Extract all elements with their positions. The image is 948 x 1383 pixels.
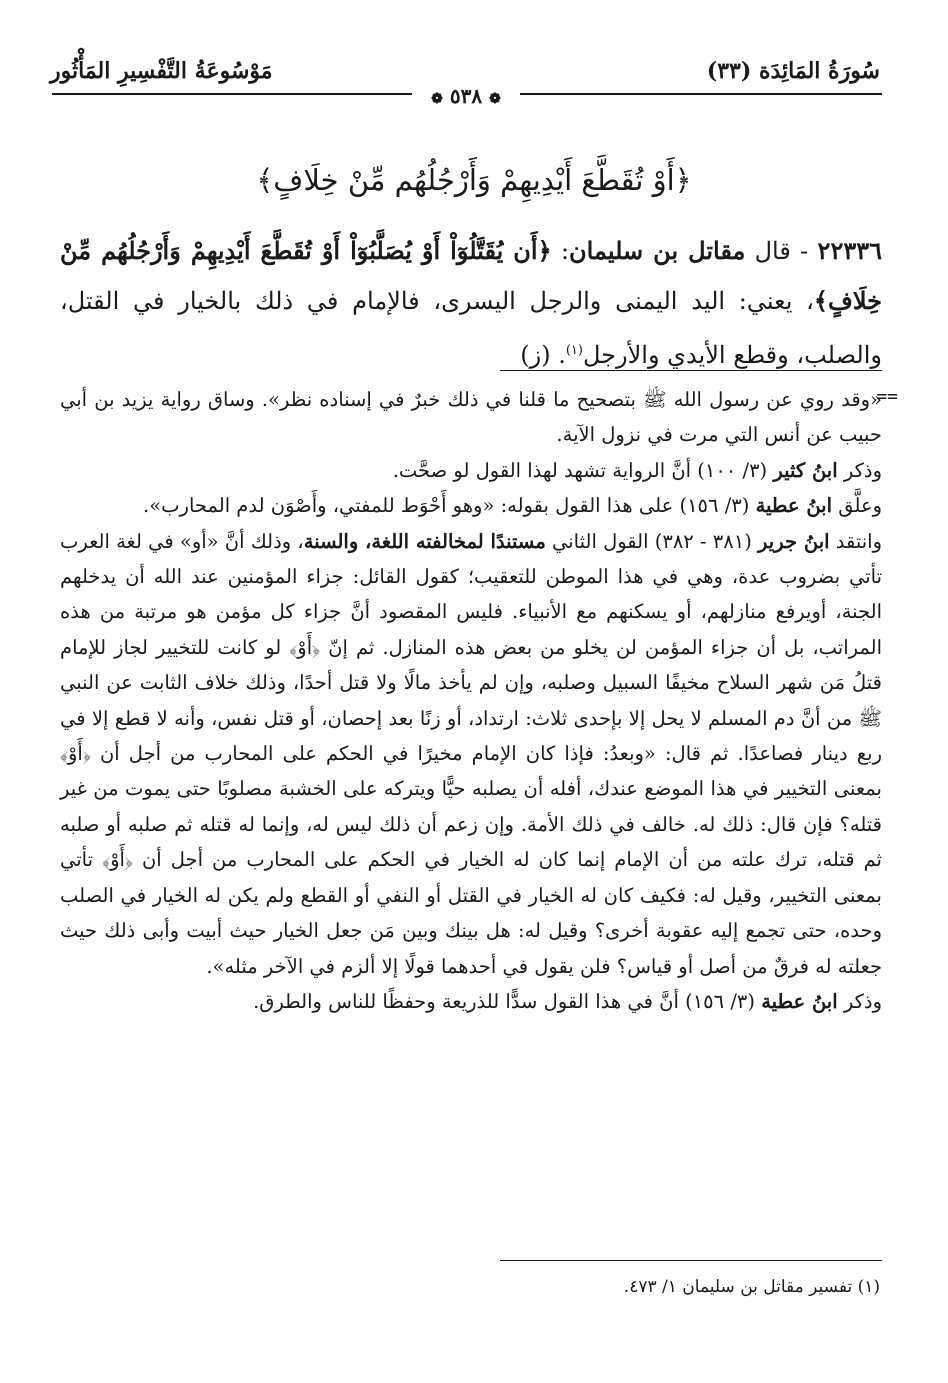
scholar-name: ابنُ كثير [773,458,838,482]
tafsir-entry [60,226,882,380]
emphasis-text: مستندًا لمخالفته اللغة، والسنة [303,529,546,553]
page-number: ٥٣٨ [449,84,483,108]
note-paragraph: «وقد روي عن رسول الله ﷺ بتصحيح ما قلنا في ذلك خبرٌ في إسناده نظر». وساق رواية يزيد بن أبي حبيب عن أنس التي مرت في نزول الآية. [60,388,882,447]
entry-author: مقاتل بن سليمان [569,236,746,265]
ornament-icon: ❁ [431,91,443,107]
footnote-separator [500,1260,882,1261]
note-paragraph [60,524,882,984]
note-paragraph [60,488,882,523]
entry-end: . (ز) [520,341,566,369]
footnote-ref: (١) [565,343,583,358]
entry-quote: ﴿أَن يُقَتَّلُوٓاْ أَوْ يُصَلَّبُوٓاْ أَوْ تُقَطَّعَ أَيْدِيهِمْ وَأَرْجُلُهُم مِّنْ خِلَافٍ﴾ [60,236,882,315]
surah-header: سُورَةُ المَائِدَة (٣٣) [706,58,880,84]
entry-dash: - قال [745,237,818,265]
entry-colon: : [551,237,570,265]
footnote: (١) تفسير مقاتل بن سليمان ١/ ٤٧٣. [623,1277,880,1297]
ornament-icon: ❁ [489,91,501,107]
entry-number: ٢٢٣٣٦ [817,236,882,265]
verse-heading: ﴿أَوْ تُقَطَّعَ أَيْدِيهِمْ وَأَرْجُلُهُم مِّنْ خِلَافٍ﴾ [256,163,692,197]
note-paragraph [60,984,882,1019]
scholar-name: ابنُ جرير [758,529,830,553]
scholar-name: ابنُ عطية [761,989,838,1013]
note-text: (٣/ ١٥٦) أنَّ في هذا القول سدًّا للذريعة وحفظًا للناس والطرق. [253,989,762,1013]
series-title: مَوْسُوعَةُ التَّفْسِيرِ المَأْثُور [50,58,273,84]
note-text: وانتقد [829,529,883,553]
notes-separator [500,370,882,371]
scholar-name: ابنُ عطية [755,494,833,518]
entry-text: ، يعني: اليد اليمنى والرجل اليسرى، فالإمام في ذلك بالخيار في القتل، والصلب، وقطع الأيدي والأرجل [60,287,882,369]
note-text: وعلَّق [832,494,882,518]
note-text: ، وذلك أنَّ «أو» في لغة العرب تأتي بضروب عدة، وهي في هذا الموطن للتعقيب؛ كقول القائل: جزاء المؤمنين عند الله أن يدخلهم الجنة، أويرفع منازلهم، أو يسكنهم مع الأنبياء. فليس المقصود أنَّ جزاء كل مؤمن هو مرتبة من هذه المراتب، بل أن جزاء المؤمن لن يخلو من بعض هذه المنازل. ثم إنّ ﴿أَوْ﴾ لو كانت للتخيير لجاز للإمام قتلُ مَن شهر السلاح مخيفًا السبيل وصلبه، وإن لم يأخذ مالًا ولا قتل أحدًا، وذلك خلاف الثابت عن النبي ﷺ من أنَّ دم المسلم لا يحل إلا بإحدى ثلاث: ارتداد، أو زنًا بعد إحصان، أو قتل نفس، وأنه لا قطع إلا في ربع دينار فصاعدًا. ثم قال: «وبعدُ: فإذا كان الإمام مخيرًا في الحكم على المحارب من أجل أن ﴿أَوْ﴾ بمعنى التخيير في هذا الموضع عندك، أفله أن يصلبه حيًّا ويتركه على الخشبة مصلوبًا حتى يموت من غير قتله؟ فإن قال: ذلك له. خالف في ذلك الأمة. وإن زعم أن ذلك ليس له، وإنما له قتله ثم صلبه أو صلبه ثم قتله، ترك علته من أن الإمام إنما كان له الخيار في الحكم على المحارب من أجل أن ﴿أَوْ﴾ تأتي بمعنى التخيير، وقيل له: فكيف كان له الخيار في القتل أو النفي أو القطع ولم يكن له الخيار في الصلب وحده، حتى تجمع إليه عقوبة أخرى؟ وقيل له: هل بينك وبين مَن جعل الخيار حيث أبيت وأبى ذلك حيث جعلته له فرقٌ من أصل أو قياس؟ فلن يقول في أحدهما قولًا إلا ألزم في الآخر مثله». [60,529,883,978]
commentary-notes [60,382,882,1019]
page-number-block [412,84,520,108]
note-text: (٣/ ١٥٦) على هذا القول بقوله: «وهو أَحْوَط للمفتي، وأَصْوَن لدم المحارب». [143,494,756,518]
note-text: وذكر [837,989,882,1013]
note-paragraph [60,453,882,488]
note-text: (٣/ ١٠٠) أنَّ الرواية تشهد لهذا القول لو صحَّت. [392,458,774,482]
note-text: وذكر [837,458,882,482]
continuation-mark: == [876,386,898,407]
note-text: (٣٨١ - ٣٨٢) القول الثاني [545,529,759,553]
